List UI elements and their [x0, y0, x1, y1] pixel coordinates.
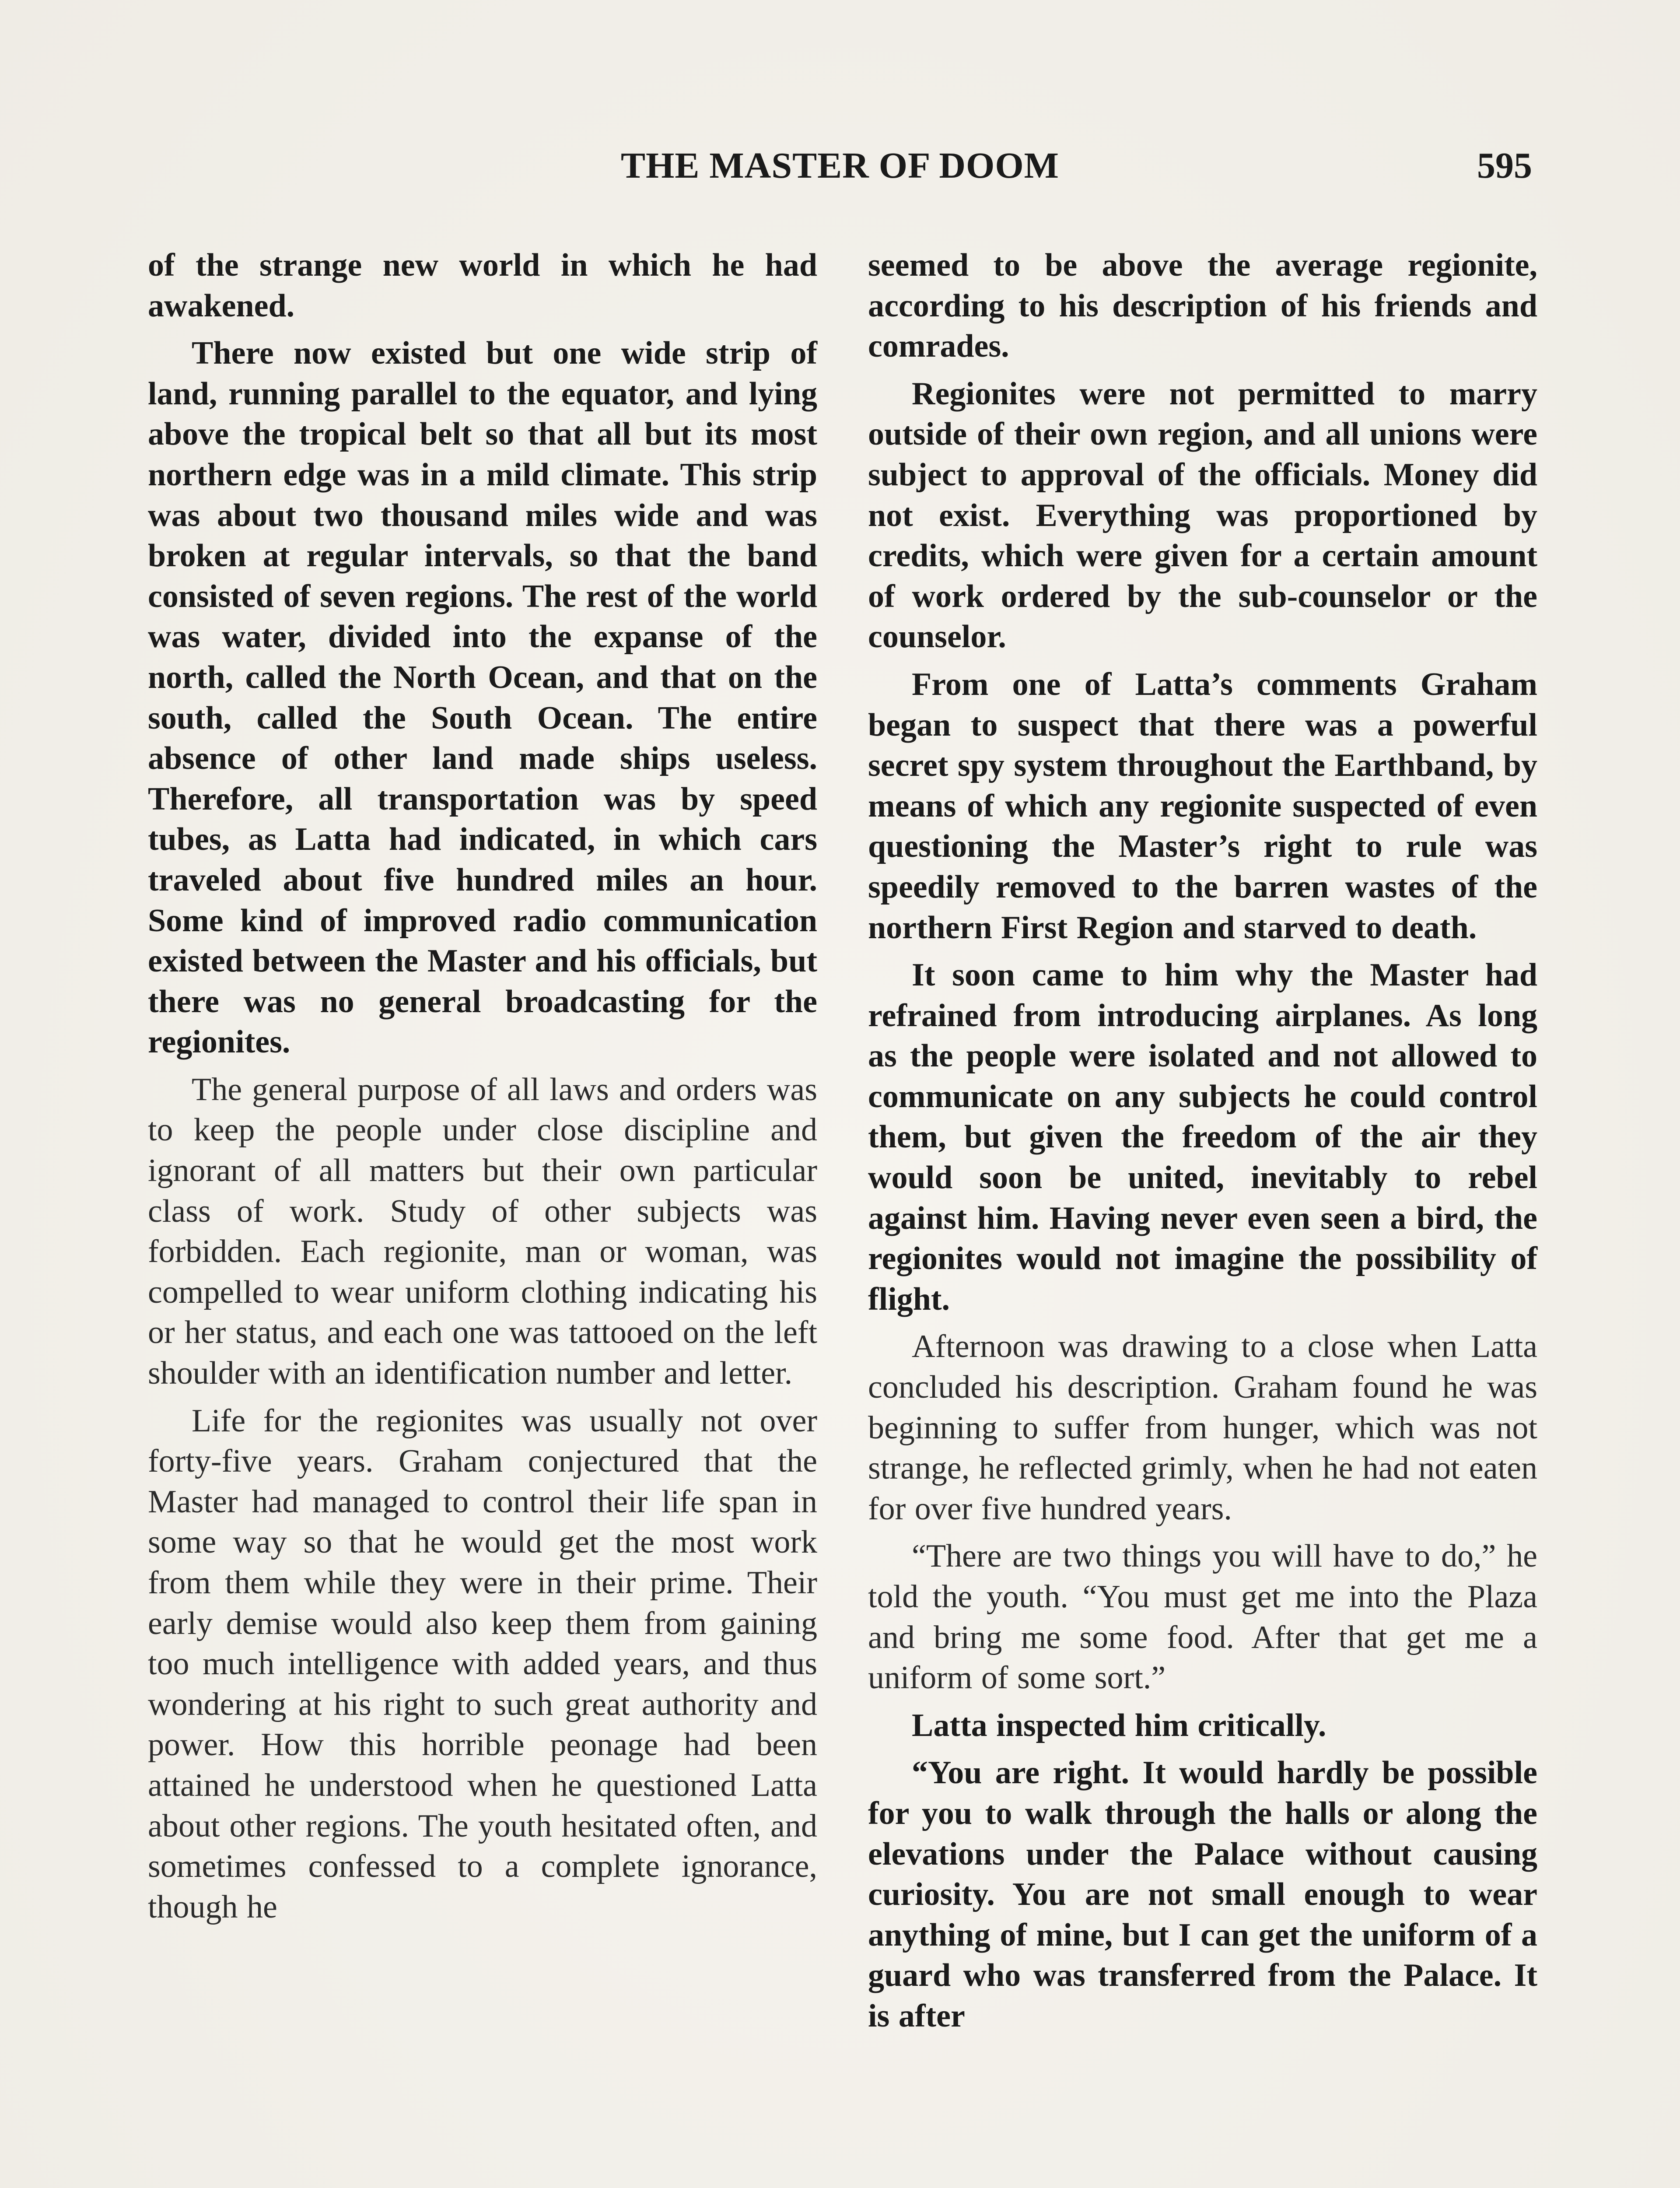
right-column — [868, 245, 1537, 2188]
paragraph: of the strange new world in which he had awakened. — [148, 247, 817, 324]
paragraph: From one of Latta’s comments Graham began to suspect that there was a powerful secret spy system throughout the Earthband, by means of which any regionite suspected of even questioning the Master’s right to rule was speedily removed to the barren wastes of the northern First Region and starved to death. — [868, 666, 1537, 946]
paragraph: Life for the regionites was usually not over forty-five years. Graham conjectured that the Master had managed to control their life span in some way so that he would get the most work from them while they were in their prime. Their early demise would also keep them from gaining too much intelligence with added years, and thus wondering at his right to such great authority and power. How this horrible peonage had been attained he understood when he questioned Latta about other regions. The youth hesitated often, and sometimes confessed to a complete ignorance, though he — [148, 1403, 817, 1925]
paragraph: “There are two things you will have to do,” he told the youth. “You must get me into the Plaza and bring me some food. After that get me a uniform of some sort.” — [868, 1538, 1537, 1696]
running-title: THE MASTER OF DOOM — [621, 145, 1059, 186]
paragraph: It soon came to him why the Master had refrained from introducing airplanes. As long as the people were isolated and not allowed to communicate on any subjects he could control them, but given the freedom of the air they would soon be united, inevitably to rebel against him. Having never even seen a bird, the regionites would not imagine the possibility of flight. — [868, 957, 1537, 1317]
page-number: 595 — [1477, 145, 1532, 186]
text-columns — [148, 245, 1537, 2188]
paragraph: There now existed but one wide strip of land, running parallel to the equator, and lying above the tropical belt so that all but its most northern edge was in a mild climate. This strip was about two thousand miles wide and was broken at regular intervals, so that the band consisted of seven regions. The rest of the world was water, divided into the expanse of the north, called the North Ocean, and that on the south, called the South Ocean. The entire absence of other land made ships useless. Therefore, all transportation was by speed tubes, as Latta had indicated, in which cars traveled about five hundred miles an hour. Some kind of improved radio communication existed between the Master and his officials, but there was no general broadcasting for the regionites. — [148, 335, 817, 1060]
paragraph: The general purpose of all laws and orders was to keep the people under close discipline and ignorant of all matters but their own particular class of work. Study of other subjects was forbidden. Each regionite, man or woman, was compelled to wear uniform clothing indicating his or her status, and each one was tattooed on the left shoulder with an identification number and letter. — [148, 1071, 817, 1392]
paragraph: Regionites were not permitted to marry outside of their own region, and all unions were subject to approval of the officials. Money did not exist. Everything was proportioned by credits, which were given for a certain amount of work ordered by the sub-counselor or the counselor. — [868, 375, 1537, 655]
paragraph: Latta inspected him critically. — [912, 1707, 1326, 1743]
left-column — [148, 245, 817, 2188]
paragraph: Afternoon was drawing to a close when Latta concluded his description. Graham found he was beginning to suffer from hunger, which was not strange, he reflected grimly, when he had not eaten for over five hundred years. — [868, 1329, 1537, 1527]
paragraph: seemed to be above the average regionite, according to his description of his friends and comrades. — [868, 247, 1537, 365]
paragraph: “You are right. It would hardly be possible for you to walk through the halls or along the elevations under the Palace without causing curiosity. You are not small enough to wear anything of mine, but I can get the uniform of a guard who was transferred from the Palace. It is after — [868, 1755, 1537, 2034]
running-head — [148, 144, 1532, 193]
